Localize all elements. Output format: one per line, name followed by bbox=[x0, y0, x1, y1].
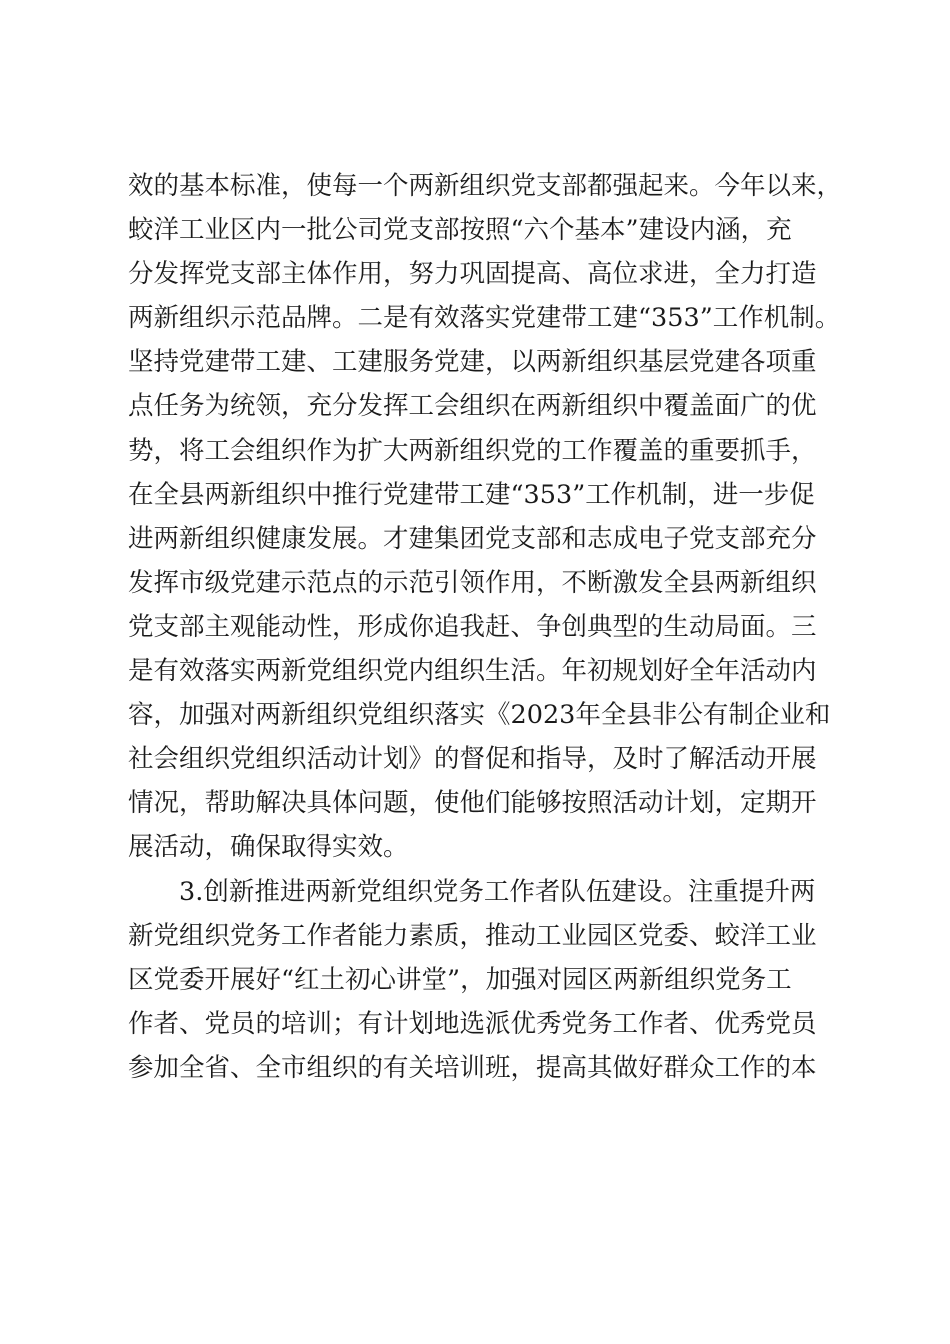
text-line: 党支部主观能动性，形成你追我赶、争创典型的生动局面。三 bbox=[128, 611, 817, 642]
text-line: 社会组织党组织活动计划》的督促和指导，及时了解活动开展 bbox=[128, 744, 817, 775]
text-line: 发挥市级党建示范点的示范引领作用，不断激发全县两新组织 bbox=[128, 567, 817, 598]
text-line: 效的基本标准，使每一个两新组织党支部都强起来。今年以来， bbox=[128, 171, 843, 201]
text-line: 在全县两新组织中推行党建带工建“353”工作机制，进一步促 bbox=[128, 479, 815, 510]
text-line: 展活动，确保取得实效。 bbox=[128, 832, 409, 863]
text-line: 作者、党员的培训；有计划地选派优秀党务工作者、优秀党员 bbox=[128, 1008, 817, 1039]
section-heading-line: 3.创新推进两新党组织党务工作者队伍建设。注重提升两 bbox=[179, 876, 816, 907]
text-line: 区党委开展好“红土初心讲堂”，加强对园区两新组织党务工 bbox=[128, 964, 792, 995]
text-line: 坚持党建带工建、工建服务党建，以两新组织基层党建各项重 bbox=[128, 347, 817, 378]
text-line: 分发挥党支部主体作用，努力巩固提高、高位求进，全力打造 bbox=[128, 259, 817, 290]
text-line: 进两新组织健康发展。才建集团党支部和志成电子党支部充分 bbox=[128, 523, 817, 554]
text-line: 情况，帮助解决具体问题，使他们能够按照活动计划，定期开 bbox=[128, 788, 817, 819]
text-line: 新党组织党务工作者能力素质，推动工业园区党委、蛟洋工业 bbox=[128, 920, 817, 951]
body-text bbox=[128, 164, 848, 1090]
text-line: 势，将工会组织作为扩大两新组织党的工作覆盖的重要抓手， bbox=[128, 435, 817, 466]
text-line: 参加全省、全市组织的有关培训班，提高其做好群众工作的本 bbox=[128, 1052, 817, 1083]
text-line: 两新组织示范品牌。二是有效落实党建带工建“353”工作机制。 bbox=[128, 303, 841, 334]
text-line: 点任务为统领，充分发挥工会组织在两新组织中覆盖面广的优 bbox=[128, 391, 817, 422]
text-line: 是有效落实两新党组织党内组织生活。年初规划好全年活动内 bbox=[128, 656, 817, 687]
text-line: 蛟洋工业区内一批公司党支部按照“六个基本”建设内涵，充 bbox=[128, 215, 792, 246]
text-line: 容，加强对两新组织党组织落实《2023年全县非公有制企业和 bbox=[128, 700, 831, 731]
